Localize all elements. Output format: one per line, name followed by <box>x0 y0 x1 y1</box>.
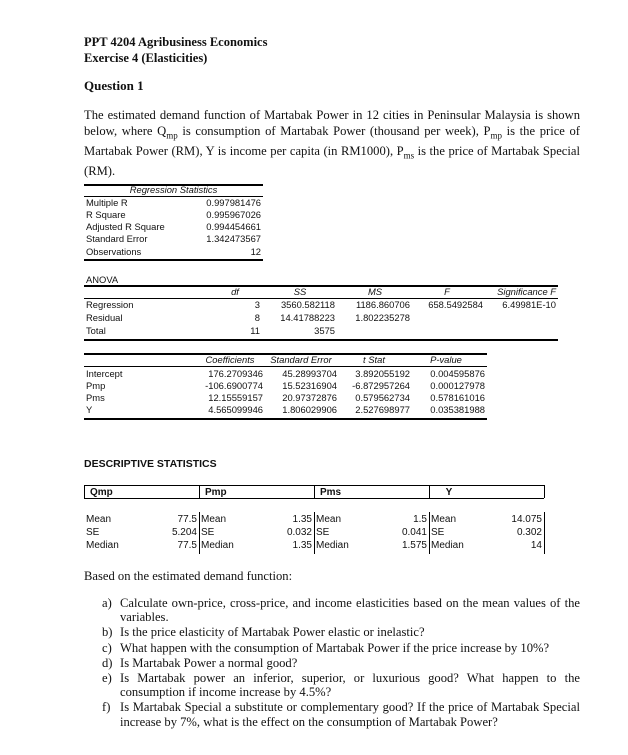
desc-qmp-mean: 77.5 <box>177 514 197 525</box>
question-item <box>84 596 580 624</box>
question-text: Is Martabak Special a substitute or complementary good? If the price of Martabak Special increase by 7%, what is the effect on the consumption of Martabak Power? <box>120 700 580 729</box>
subscript-mp-2: mp <box>490 130 503 141</box>
coef-value: -106.6900774 <box>205 380 263 391</box>
coef-header: Coefficients <box>205 354 255 365</box>
question-list <box>84 596 580 730</box>
anova-ss: 3560.582118 <box>280 299 335 310</box>
coef-row-label: Pms <box>86 392 105 403</box>
coef-value: 12.15559157 <box>208 392 263 403</box>
desc-label-se: SE <box>201 527 215 538</box>
intro-text-3: is the price of Martabak Power (RM), Y is income per capita (in RM1000), P <box>84 123 580 158</box>
regstats-label: R Square <box>86 209 126 220</box>
question-text: What happen with the consumption of Martabak Power if the price increase by 10%? <box>120 640 550 655</box>
subscript-mp-1: mp <box>166 130 178 141</box>
coef-row-label: Y <box>86 404 93 415</box>
descriptive-title: DESCRIPTIVE STATISTICS <box>84 458 217 470</box>
desc-label-median: Median <box>316 540 349 551</box>
intro-text-4: is the price of Martabak Special (RM). <box>84 143 580 178</box>
coef-t: -6.872957264 <box>352 380 410 391</box>
anova-header: F <box>444 286 450 297</box>
anova-ss: 14.41788223 <box>280 312 335 323</box>
regstats-value: 0.997981476 <box>206 197 261 208</box>
coef-p: 0.578161016 <box>430 392 485 403</box>
regstats-label: Observations <box>86 246 142 257</box>
question-item <box>84 641 580 655</box>
question-text: Calculate own-price, cross-price, and income elasticities based on the mean values of the variables. <box>120 596 580 625</box>
desc-label-mean: Mean <box>316 514 342 525</box>
desc-label-mean: Mean <box>431 514 457 525</box>
intro-text-1: The estimated demand function of Martabak Power in 12 cities in Peninsular Malaysia is shown below, where Q <box>84 108 580 138</box>
anova-df: 11 <box>250 325 260 336</box>
exercise-title: Exercise 4 (Elasticities) <box>84 51 208 65</box>
subscript-ms: ms <box>403 150 415 161</box>
question-item <box>84 625 580 639</box>
regstats-value: 1.342473567 <box>206 233 261 244</box>
question-item <box>84 671 580 699</box>
question-text: Is Martabak Power a normal good? <box>120 655 298 670</box>
question-label: a) <box>102 596 112 610</box>
question-item <box>84 656 580 670</box>
desc-label-se: SE <box>86 527 100 538</box>
desc-y-se: 0.302 <box>516 527 542 538</box>
desc-pms-median: 1.575 <box>401 540 427 551</box>
anova-df: 3 <box>254 299 260 310</box>
desc-label-median: Median <box>201 540 234 551</box>
anova-row-label: Total <box>86 325 106 336</box>
coef-row-label: Pmp <box>86 380 106 391</box>
desc-label-mean: Mean <box>201 514 227 525</box>
anova-title: ANOVA <box>86 274 119 285</box>
desc-pms-mean: 1.5 <box>413 514 427 525</box>
course-title: PPT 4204 Agribusiness Economics <box>84 35 268 49</box>
desc-pms-se: 0.041 <box>401 527 427 538</box>
coef-se: 15.52316904 <box>282 380 337 391</box>
desc-label-mean: Mean <box>86 514 112 525</box>
regstats-value: 0.995967026 <box>206 209 261 220</box>
desc-group-header: Y <box>445 487 453 498</box>
question-label: d) <box>102 655 113 670</box>
desc-label-median: Median <box>431 540 464 551</box>
question-heading: Question 1 <box>84 78 144 93</box>
coef-t: 2.527698977 <box>355 404 410 415</box>
coef-se: 45.28993704 <box>282 368 337 379</box>
intro-text-2: is consumption of Martabak Power (thousand per week), P <box>177 123 491 138</box>
anova-f: 658.5492584 <box>428 299 483 310</box>
anova-row-label: Residual <box>86 312 123 323</box>
question-label: c) <box>102 640 112 655</box>
intro-paragraph <box>84 108 580 179</box>
anova-header: Significance F <box>497 286 556 297</box>
coef-value: 4.565099946 <box>208 404 263 415</box>
coef-header: P-value <box>430 354 462 365</box>
coef-header: Standard Error <box>270 354 332 365</box>
desc-pmp-mean: 1.35 <box>292 514 312 525</box>
anova-header: SS <box>293 286 307 297</box>
desc-label-se: SE <box>316 527 330 538</box>
document-title <box>84 34 267 66</box>
regstats-label: Standard Error <box>86 233 148 244</box>
coef-header: t Stat <box>363 354 385 365</box>
coef-p: 0.000127978 <box>430 380 485 391</box>
coef-p: 0.035381988 <box>430 404 485 415</box>
regstats-value: 12 <box>250 246 261 257</box>
desc-qmp-se: 5.204 <box>171 527 197 538</box>
coef-row-label: Intercept <box>86 368 123 379</box>
desc-group-header: Qmp <box>90 487 113 498</box>
coef-se: 1.806029906 <box>282 404 337 415</box>
desc-label-se: SE <box>431 527 445 538</box>
desc-y-mean: 14.075 <box>511 514 542 525</box>
question-text: Is Martabak power an inferior, superior, or luxurious good? What happen to the consumption if income increase by 4.5%? <box>120 671 580 700</box>
desc-group-header: Pms <box>320 487 342 498</box>
anova-ss: 3575 <box>314 325 335 336</box>
coef-t: 0.579562734 <box>355 392 410 403</box>
desc-group-header: Pmp <box>205 487 227 498</box>
anova-row-label: Regression <box>86 299 134 310</box>
question-label: f) <box>102 700 111 715</box>
desc-qmp-median: 77.5 <box>177 540 197 551</box>
desc-y-median: 14 <box>530 540 542 551</box>
coef-t: 3.892055192 <box>355 368 410 379</box>
question-label: e) <box>102 671 112 686</box>
coef-se: 20.97372876 <box>282 392 337 403</box>
anova-ms: 1.802235278 <box>355 312 410 323</box>
anova-header: df <box>231 286 239 297</box>
question-label: b) <box>102 625 113 640</box>
desc-pmp-se: 0.032 <box>286 527 312 538</box>
desc-label-median: Median <box>86 540 119 551</box>
regstats-title: Regression Statistics <box>129 184 218 195</box>
regstats-label: Multiple R <box>86 197 128 208</box>
anova-header: MS <box>367 286 383 297</box>
desc-pmp-median: 1.35 <box>292 540 312 551</box>
coef-value: 176.2709346 <box>208 368 263 379</box>
coef-p: 0.004595876 <box>430 368 485 379</box>
based-on-text: Based on the estimated demand function: <box>84 569 293 583</box>
regstats-label: Adjusted R Square <box>86 221 165 232</box>
regstats-value: 0.994454661 <box>206 221 261 232</box>
anova-df: 8 <box>254 312 260 323</box>
question-text: Is the price elasticity of Martabak Power elastic or inelastic? <box>120 625 425 640</box>
anova-ms: 1186.860706 <box>355 299 410 310</box>
anova-sig: 6.49981E-10 <box>502 299 556 310</box>
question-item <box>84 700 580 728</box>
